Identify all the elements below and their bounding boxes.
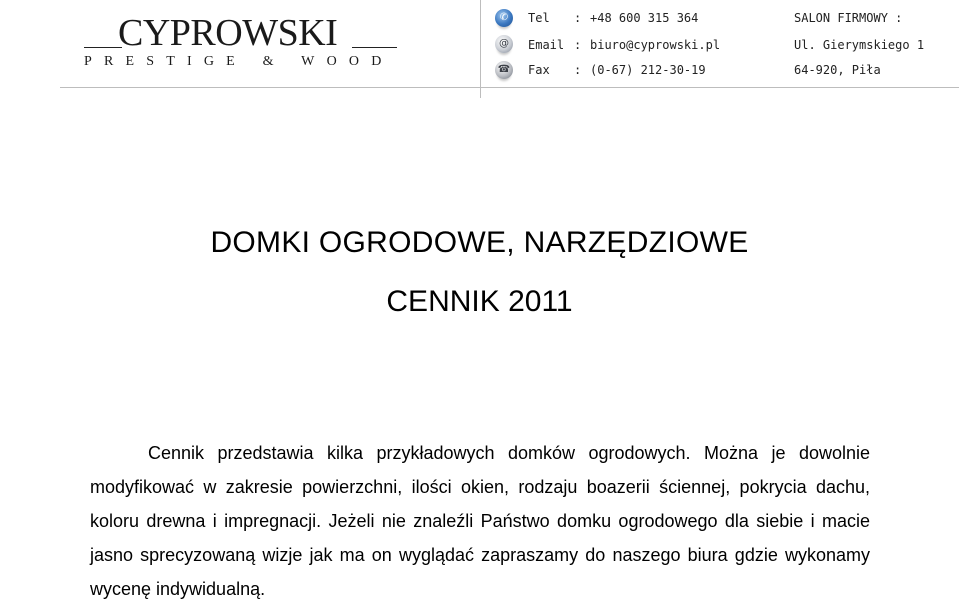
- document-title: DOMKI OGRODOWE, NARZĘDZIOWE: [210, 226, 749, 259]
- email-separator: :: [574, 38, 582, 52]
- phone-label: Tel: [528, 11, 550, 25]
- header-divider-horizontal: [60, 87, 959, 88]
- fax-number: (0-67) 212-30-19: [590, 63, 706, 77]
- phone-separator: :: [574, 11, 582, 25]
- logo-underline-right: [352, 47, 397, 48]
- fax-icon: ☎: [495, 61, 513, 79]
- logo-wordmark: CYPROWSKI: [118, 12, 338, 54]
- phone-number[interactable]: +48 600 315 364: [590, 11, 699, 25]
- logo-tagline: PRESTIGE & WOOD: [84, 54, 394, 69]
- email-label: Email: [528, 38, 565, 52]
- salon-city: 64-920, Piła: [794, 63, 881, 77]
- header-divider-vertical: [480, 0, 481, 98]
- fax-separator: :: [574, 63, 582, 77]
- email-address-link[interactable]: biuro@cyprowski.pl: [590, 38, 721, 52]
- intro-paragraph: Cennik przedstawia kilka przykładowych domków ogrodowych. Można je dowolnie modyfikować w zakresie powierzchni, ilości okien, rodzaju boazerii ściennej, pokrycia dachu, koloru drewna i impregnacji. Jeżeli nie znaleźli Państwo domku ogrodowego dla siebie i macie jasno sprecyzowaną wizje jak ma on wyglądać zapraszamy do naszego biura gdzie wykonamy wycenę indywidualną.: [90, 443, 870, 599]
- document-subtitle: CENNIK 2011: [386, 285, 573, 318]
- salon-street: Ul. Gierymskiego 1: [794, 38, 925, 52]
- logo-underline-left: [84, 47, 122, 48]
- phone-icon: ✆: [495, 9, 513, 27]
- fax-label: Fax: [528, 63, 550, 77]
- salon-heading: SALON FIRMOWY :: [794, 11, 903, 25]
- email-icon: @: [495, 35, 513, 53]
